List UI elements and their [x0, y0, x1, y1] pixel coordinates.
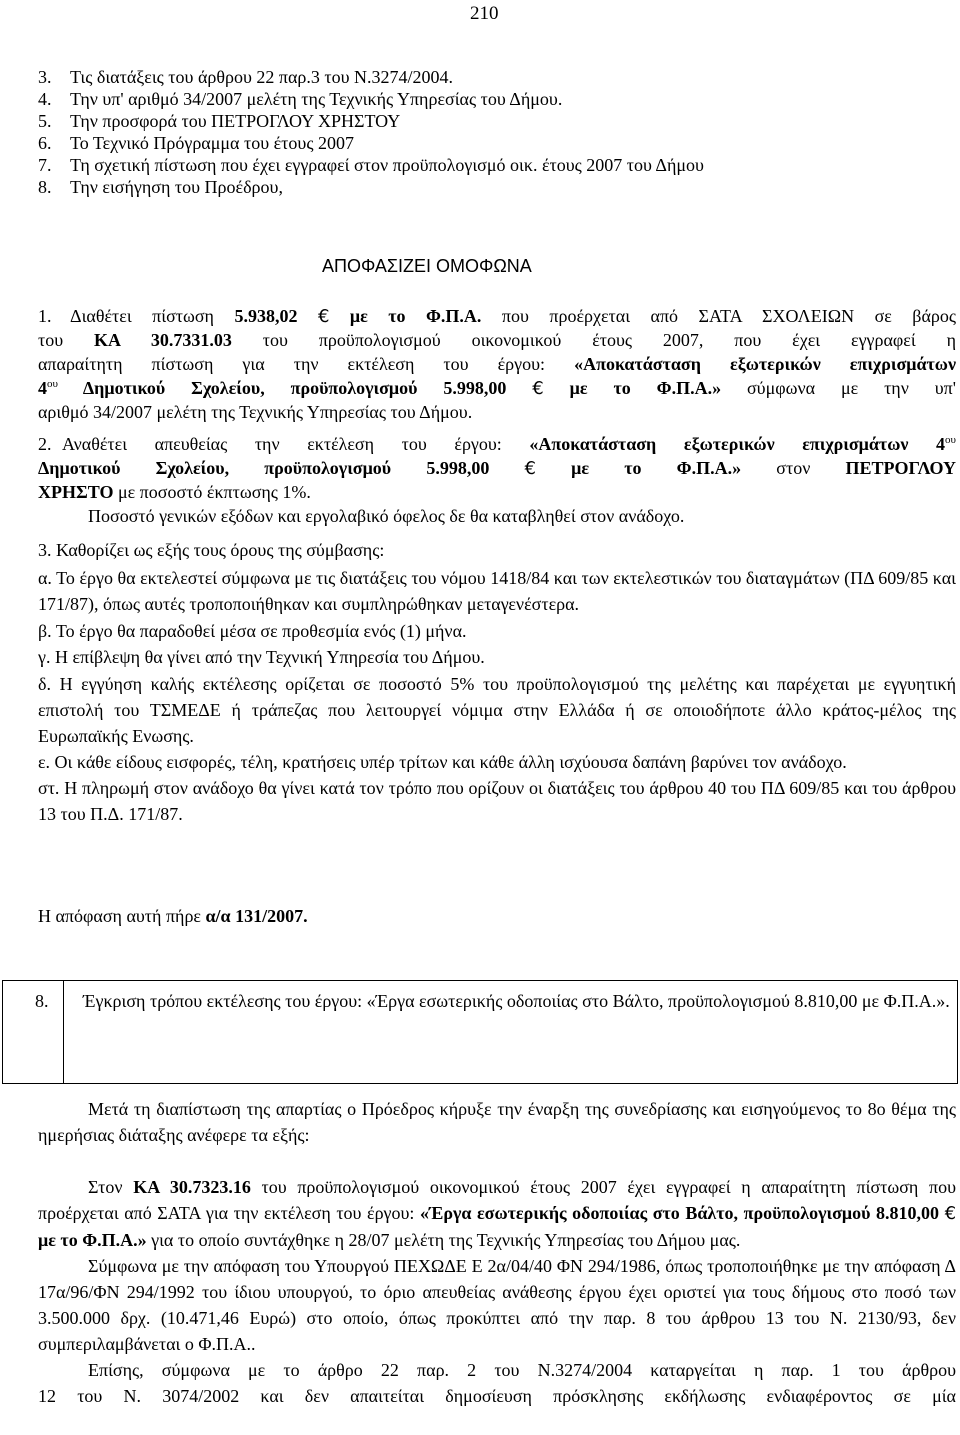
- page-number: 210: [470, 3, 499, 24]
- decision-2-line-3: ΧΡΗΣΤΟ με ποσοστό έκπτωσης 1%.: [38, 482, 311, 502]
- decision-item-1: [38, 304, 956, 424]
- paragraph-intro: Μετά τη διαπίστωση της απαρτίας ο Πρόεδρος κήρυξε την έναρξη της συνεδρίασης και εισηγούμενος το 8ο θέμα της ημερήσιας διάταξης ανέφερε τα εξής:: [38, 1099, 956, 1145]
- decision-1-line-1: 1. Διαθέτει πίστωση 5.938,02 € με το Φ.Π.Α. που προέρχεται από ΣΑΤΑ ΣΧΟΛΕΙΩΝ σε βάρος: [38, 306, 956, 327]
- column-divider: [63, 981, 64, 1083]
- euro-sign: €: [532, 378, 544, 399]
- body-paragraphs: [38, 1096, 956, 1409]
- preamble-list: [38, 66, 956, 198]
- euro-sign: €: [944, 1203, 957, 1224]
- term-alpha: α. Το έργο θα εκτελεστεί σύμφωνα με τις διατάξεις του νόμου 1418/84 και των εκτελεστικών του διαταγμάτων (ΠΔ 609/85 και 171/87), όπως αυτές τροποποιήθηκαν και συμπληρώθηκαν μεταγενέστερα.: [38, 568, 956, 614]
- euro-sign: €: [524, 458, 536, 479]
- decision-item-3: [38, 538, 956, 827]
- decision-1-line-5: αριθμό 34/2007 μελέτη της Τεχνικής Υπηρεσίας του Δήμου.: [38, 402, 473, 422]
- decision-2-line-1: 2. Αναθέτει απευθείας την εκτέλεση του έργου: «Αποκατάσταση εξωτερικών επιχρισμάτων $4^{o\upsilon}$: [38, 434, 956, 454]
- agenda-item-box: [2, 980, 958, 1084]
- decision-1-line-2: του ΚΑ 30.7331.03 του προϋπολογισμού οικονομικού έτους 2007, που έχει εγγραφεί η: [38, 330, 956, 350]
- paragraph-budget: Στον ΚΑ 30.7323.16 του προϋπολογισμού οικονομικού έτους 2007 έχει εγγραφεί η απαραίτητη πίστωση που προέρχεται από ΣΑΤΑ για την εκτέλεση του έργου: «Έργα εσωτερικής οδοποιίας στο Βάλτο, προϋπολογισμού 8.810,00 € με το Φ.Π.Α.» για το οποίο συντάχθηκε η 28/07 μελέτη της Τεχνικής Υπηρεσίας του Δήμου μας.: [38, 1177, 957, 1250]
- list-item: 4. Την υπ' αριθμό 34/2007 μελέτη της Τεχνικής Υπηρεσίας του Δήμου.: [38, 89, 563, 109]
- paragraph-regulation: Σύμφωνα με την απόφαση του Υπουργού ΠΕΧΩΔΕ Ε 2α/04/40 ΦΝ 294/1986, όπως τροποποιήθηκε με την απόφαση Δ 17α/96/ΦΝ 294/1992 του ίδιου υπουργού, το όριο απευθείας ανάθεσης έργου έχει οριστεί για τους δήμους στο ποσό των 3.500.000 δρχ. (10.471,46 Ευρώ) στο οποίο, όπως προκύπτει από την παρ. 8 του άρθρου 13 του Ν. 2130/93, δεν συμπεριλαμβάνεται ο Φ.Π.Α..: [38, 1256, 956, 1354]
- euro-sign: €: [317, 306, 330, 327]
- decision-3-title: 3. Καθορίζει ως εξής τους όρους της σύμβασης:: [38, 540, 385, 560]
- term-st: στ. Η πληρωμή στον ανάδοχο θα γίνει κατά τον τρόπο που ορίζουν οι διατάξεις του άρθρου 40 του ΠΔ 609/85 και του άρθρου 13 του Π.Δ. 171/87.: [38, 778, 956, 824]
- decision-heading: ΑΠΟΦΑΣΙΖΕΙ ΟΜΟΦΩΝΑ: [322, 256, 532, 276]
- list-item: 5. Την προσφορά του ΠΕΤΡΟΓΛΟΥ ΧΡΗΣΤΟΥ: [38, 111, 401, 131]
- decision-2-line-4: Ποσοστό γενικών εξόδων και εργολαβικό όφελος δε θα καταβληθεί στον ανάδοχο.: [88, 506, 685, 526]
- term-beta: β. Το έργο θα παραδοθεί μέσα σε προθεσμία ενός (1) μήνα.: [38, 621, 467, 641]
- list-item: 7. Τη σχετική πίστωση που έχει εγγραφεί στον προϋπολογισμό οικ. έτους 2007 του Δήμου: [38, 155, 704, 175]
- term-epsilon: ε. Οι κάθε είδους εισφορές, τέλη, κρατήσεις υπέρ τρίτων και κάθε άλλη ισχύουσα δαπάνη βαρύνει τον ανάδοχο.: [38, 752, 847, 772]
- list-item: 3. Τις διατάξεις του άρθρου 22 παρ.3 του Ν.3274/2004.: [38, 67, 454, 87]
- decision-1-line-3: απαραίτητη πίστωση για την εκτέλεση του έργου: «Αποκατάσταση εξωτερικών επιχρισμάτων: [38, 354, 956, 374]
- list-item: 8. Την εισήγηση του Προέδρου,: [38, 177, 283, 197]
- decision-1-line-4: $4^{o\upsilon}$ Δημοτικού Σχολείου, προϋπολογισμού 5.998,00 € με το Φ.Π.Α.» σύμφωνα με την υπ': [38, 378, 956, 399]
- term-gamma: γ. Η επίβλεψη θα γίνει από την Τεχνική Υπηρεσία του Δήμου.: [38, 647, 485, 667]
- agenda-item-number: 8.: [35, 991, 49, 1011]
- term-delta: δ. Η εγγύηση καλής εκτέλεσης ορίζεται σε ποσοστό 5% του προϋπολογισμού της μελέτης και παρέχεται με εγγυητική επιστολή του ΤΣΜΕΔΕ ή τράπεζας που λειτουργεί νόμιμα στην Ελλάδα ή σε οποιοδήποτε άλλο κράτος-μέλος της Ευρωπαϊκής Ενωσης.: [38, 674, 956, 746]
- list-item: 6. Το Τεχνικό Πρόγραμμα του έτους 2007: [38, 133, 354, 153]
- paragraph-also-line-2: 12 του Ν. 3074/2002 και δεν απαιτείται δημοσίευση πρόσκλησης εκδήλωσης ενδιαφέροντος σε μία: [38, 1386, 956, 1406]
- decision-item-2: [38, 432, 956, 528]
- decision-number-line: Η απόφαση αυτή πήρε α/α 131/2007.: [38, 906, 308, 926]
- agenda-item-text: Έγκριση τρόπου εκτέλεσης του έργου: «Έργα εσωτερικής οδοποιίας στο Βάλτο, προϋπολογισμού 8.810,00 με Φ.Π.Α.».: [83, 991, 950, 1011]
- paragraph-also-line-1: Επίσης, σύμφωνα με το άρθρο 22 παρ. 2 του Ν.3274/2004 καταργείται η παρ. 1 του άρθρου: [88, 1360, 956, 1380]
- decision-2-line-2: Δημοτικού Σχολείου, προϋπολογισμού 5.998,00 € με το Φ.Π.Α.» στον ΠΕΤΡΟΓΛΟΥ: [38, 458, 956, 479]
